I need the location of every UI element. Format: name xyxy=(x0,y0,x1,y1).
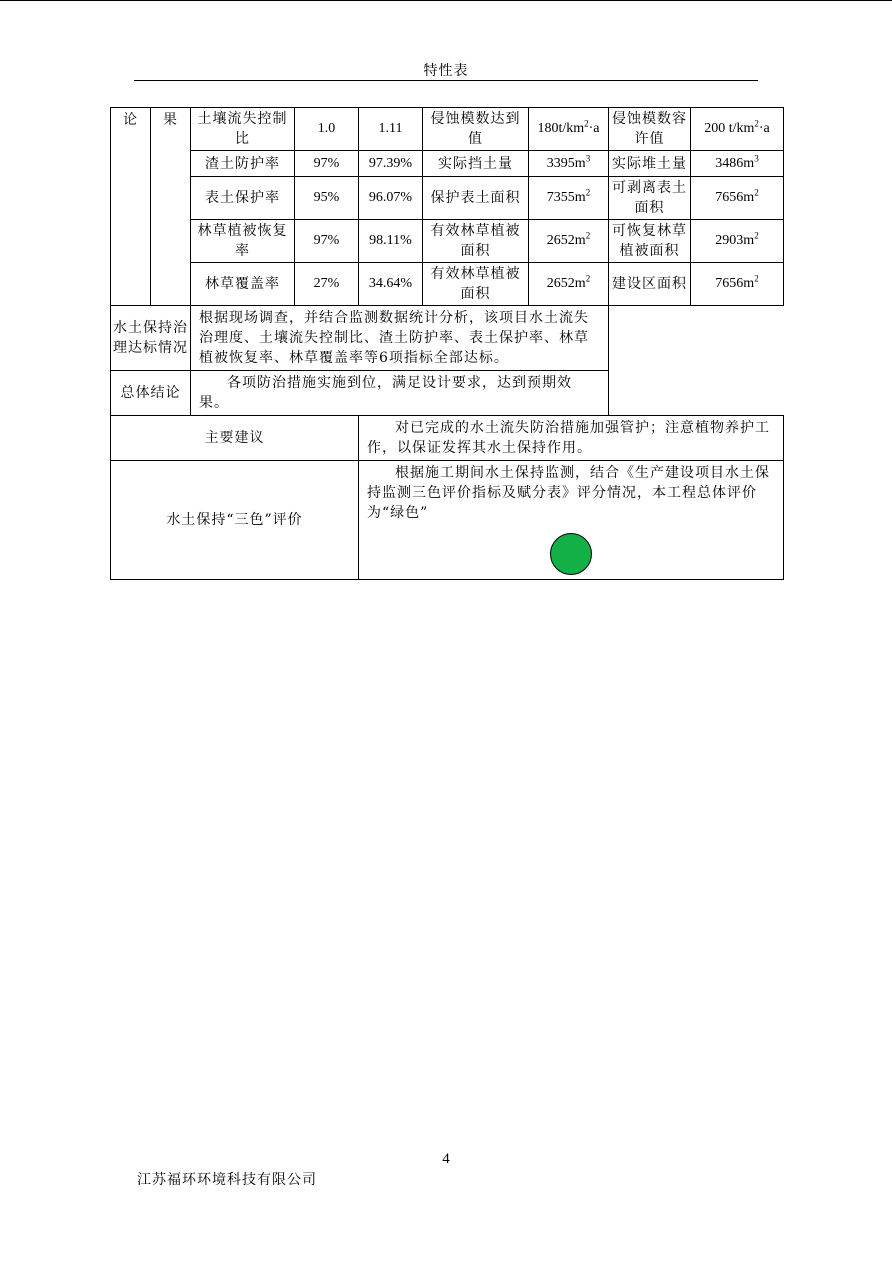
header-rule xyxy=(134,80,758,81)
indicator-target-value xyxy=(295,263,359,306)
measure-2-value xyxy=(691,108,784,151)
overall-conclusion-label: 总体结论 xyxy=(111,371,191,416)
measure-2-value-text: 200 t/km xyxy=(704,121,755,136)
indicator-row xyxy=(111,263,784,306)
indicator-actual-value xyxy=(359,263,423,306)
measure-2-value xyxy=(691,177,784,220)
compliance-label: 水土保持治理达标情况 xyxy=(111,306,191,371)
measure-1-value-text: 2652m xyxy=(546,276,586,291)
indicator-actual-value xyxy=(359,108,423,151)
measure-1-name-text: 实际挡土量 xyxy=(438,155,513,172)
measure-2-value-exponent: 2 xyxy=(754,230,759,241)
indicator-name-text: 林草植被恢复率 xyxy=(197,223,288,259)
three-color-rating-label: 水土保持“三色”评价 xyxy=(111,461,359,580)
three-color-rating-text: 根据施工期间水土保持监测，结合《生产建设项目水土保持监测三色评价指标及赋分表》评分情况，本工程总体评价为“绿色” xyxy=(367,465,770,521)
indicator-name xyxy=(191,151,295,177)
indicator-target-value xyxy=(295,108,359,151)
measure-2-name-text: 实际堆土量 xyxy=(612,155,687,172)
compliance-text: 根据现场调查，并结合监测数据统计分析，该项目水土流失治理度、土壤流失控制比、渣土防护率、表土保护率、林草植被恢复率、林草覆盖率等6项指标全部达标。 xyxy=(191,306,609,371)
indicator-name-text: 表土保护率 xyxy=(205,190,280,206)
measure-2-name xyxy=(609,220,691,263)
measure-1-name xyxy=(423,220,529,263)
indicator-name xyxy=(191,177,295,220)
measure-2-value-exponent: 2 xyxy=(754,273,759,284)
indicator-target-value-text: 95% xyxy=(313,190,340,205)
measure-1-value xyxy=(529,263,609,306)
measure-2-name-text: 可剥离表土面积 xyxy=(612,180,687,216)
indicator-actual-value-text: 97.39% xyxy=(368,155,413,171)
indicator-target-value-text: 1.0 xyxy=(317,121,336,136)
measure-1-value-exponent: 2 xyxy=(584,118,589,129)
measure-1-value xyxy=(529,151,609,177)
indicator-actual-value-text: 1.11 xyxy=(378,121,403,136)
conclusion-label-part1: 论 xyxy=(111,108,151,306)
measure-1-value-exponent: 3 xyxy=(585,152,591,163)
page-header-title: 特性表 xyxy=(423,63,469,79)
measure-1-value-exponent: 2 xyxy=(585,273,591,284)
indicator-actual-value xyxy=(359,177,423,220)
measure-2-value-text: 2903m xyxy=(715,233,755,248)
indicator-target-value-text: 27% xyxy=(313,276,340,291)
measure-2-name-text: 建设区面积 xyxy=(612,276,687,292)
measure-2-value-text: 7656m xyxy=(715,190,755,205)
measure-1-value-unit-suffix: ·a xyxy=(588,121,600,136)
indicator-target-value xyxy=(295,220,359,263)
indicator-row xyxy=(111,177,784,220)
measure-1-value xyxy=(529,177,609,220)
measure-1-name-text: 有效林草植被面积 xyxy=(430,223,521,259)
indicator-name-text: 渣土防护率 xyxy=(205,155,280,172)
measure-1-name xyxy=(423,151,529,177)
indicator-target-value-text: 97% xyxy=(313,155,340,171)
indicator-row xyxy=(111,108,784,151)
indicator-target-value-text: 97% xyxy=(313,233,340,248)
indicator-actual-value xyxy=(359,220,423,263)
measure-2-value xyxy=(691,220,784,263)
measure-2-name xyxy=(609,263,691,306)
company-name: 江苏福环环境科技有限公司 xyxy=(137,1172,317,1188)
indicator-actual-value-text: 98.11% xyxy=(369,233,412,248)
green-rating-indicator xyxy=(550,533,592,575)
measure-2-value xyxy=(691,151,784,177)
indicator-name-text: 林草覆盖率 xyxy=(205,276,280,292)
top-border-line xyxy=(0,0,892,1)
conclusion-label-part2: 果 xyxy=(151,108,191,306)
indicator-actual-value xyxy=(359,151,423,177)
indicator-name xyxy=(191,263,295,306)
characteristics-table xyxy=(110,107,784,580)
measure-1-name xyxy=(423,263,529,306)
measure-1-name-text: 有效林草植被面积 xyxy=(430,266,521,302)
measure-1-name xyxy=(423,177,529,220)
measure-2-name xyxy=(609,108,691,151)
measure-2-name xyxy=(609,177,691,220)
page-number: 4 xyxy=(442,1151,450,1167)
measure-2-value-exponent: 2 xyxy=(754,187,759,198)
measure-2-value-unit-suffix: ·a xyxy=(758,121,770,136)
measure-1-name-text: 保护表土面积 xyxy=(430,190,521,206)
measure-1-name-text: 侵蚀模数达到值 xyxy=(430,111,521,147)
indicator-name xyxy=(191,108,295,151)
indicator-name xyxy=(191,220,295,263)
measure-2-value-exponent: 2 xyxy=(754,118,759,129)
measure-1-value-exponent: 2 xyxy=(585,187,591,198)
measure-1-value-text: 3395m xyxy=(546,155,586,171)
measure-1-value xyxy=(529,108,609,151)
measure-1-value-text: 2652m xyxy=(546,233,586,248)
measure-1-value xyxy=(529,220,609,263)
indicator-target-value xyxy=(295,151,359,177)
three-color-rating-cell xyxy=(359,461,784,580)
measure-1-value-exponent: 2 xyxy=(585,230,591,241)
measure-2-name-text: 侵蚀模数容许值 xyxy=(612,111,687,147)
indicator-row xyxy=(111,151,784,177)
indicator-actual-value-text: 34.64% xyxy=(368,276,413,291)
indicator-target-value xyxy=(295,177,359,220)
main-advice-label: 主要建议 xyxy=(111,416,359,461)
measure-1-name xyxy=(423,108,529,151)
indicator-actual-value-text: 96.07% xyxy=(368,190,413,205)
measure-2-value xyxy=(691,263,784,306)
measure-2-name-text: 可恢复林草植被面积 xyxy=(612,223,687,259)
measure-1-value-text: 180t/km xyxy=(537,121,585,136)
measure-2-value-text: 3486m xyxy=(715,155,755,171)
overall-conclusion-text: 各项防治措施实施到位，满足设计要求，达到预期效果。 xyxy=(191,371,609,416)
measure-2-value-text: 7656m xyxy=(715,276,755,291)
measure-2-value-exponent: 3 xyxy=(754,152,759,163)
indicator-name-text: 土壤流失控制比 xyxy=(197,111,288,147)
indicator-row xyxy=(111,220,784,263)
measure-2-name xyxy=(609,151,691,177)
measure-1-value-text: 7355m xyxy=(546,190,586,205)
main-advice-text: 对已完成的水土流失防治措施加强管护；注意植物养护工作，以保证发挥其水土保持作用。 xyxy=(359,416,784,461)
